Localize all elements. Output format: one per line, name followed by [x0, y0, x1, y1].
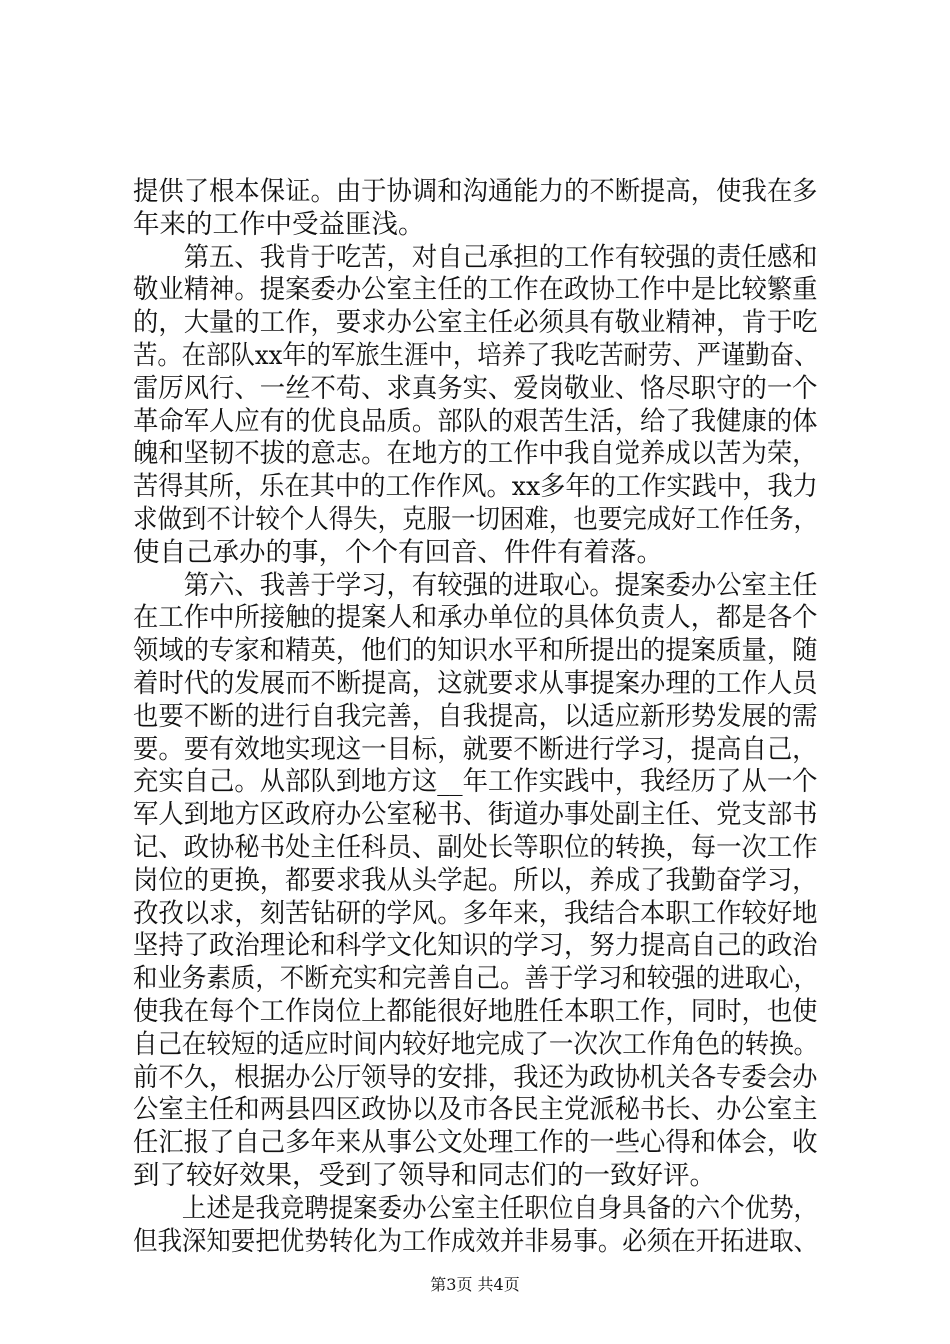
text-line: 但我深知要把优势转化为工作成效并非易事。必须在开拓进取、	[133, 1225, 818, 1257]
text-line: 坚持了政治理论和科学文化知识的学习，努力提高自己的政治	[133, 930, 818, 962]
text-line: 公室主任和两县四区政协以及市各民主党派秘书长、办公室主	[133, 1094, 818, 1126]
text-line: 任汇报了自己多年来从事公文处理工作的一些心得和体会，收	[133, 1127, 818, 1159]
text-line: 敬业精神。提案委办公室主任的工作在政协工作中是比较繁重	[133, 274, 818, 306]
text-line: 提供了根本保证。由于协调和沟通能力的不断提高，使我在多	[133, 176, 818, 207]
text-line: 到了较好效果，受到了领导和同志们的一致好评。	[133, 1160, 716, 1191]
text-line: 充实自己。从部队到地方这__年工作实践中，我经历了从一个	[133, 766, 818, 798]
text-line: 上述是我竞聘提案委办公室主任职位自身具备的六个优势，	[133, 1192, 818, 1224]
text-line: 雷厉风行、一丝不苟、求真务实、爱岗敬业、恪尽职守的一个	[133, 372, 818, 404]
text-line: 的，大量的工作，要求办公室主任必须具有敬业精神，肯于吃	[133, 307, 818, 339]
text-line: 前不久，根据办公厅领导的安排，我还为政协机关各专委会办	[133, 1061, 818, 1093]
page-number-footer: 第3页 共4页	[430, 1275, 520, 1294]
text-line: 魄和坚韧不拔的意志。在地方的工作中我自觉养成以苦为荣，	[133, 438, 818, 470]
text-line: 领域的专家和精英，他们的知识水平和所提出的提案质量，随	[133, 635, 818, 667]
text-line: 在工作中所接触的提案人和承办单位的具体负责人，都是各个	[133, 602, 818, 634]
text-line: 孜孜以求，刻苦钻研的学风。多年来，我结合本职工作较好地	[133, 897, 818, 929]
text-line: 和业务素质，不断充实和完善自己。善于学习和较强的进取心，	[133, 963, 818, 995]
text-line: 第六、我善于学习，有较强的进取心。提案委办公室主任	[133, 569, 818, 601]
text-line: 年来的工作中受益匪浅。	[133, 208, 425, 240]
text-line: 使自己承办的事，个个有回音、件件有着落。	[133, 536, 663, 568]
text-line: 自己在较短的适应时间内较好地完成了一次次工作角色的转换。	[133, 1028, 818, 1060]
text-line: 苦。在部队xx年的军旅生涯中，培养了我吃苦耐劳、严谨勤奋、	[133, 340, 819, 371]
text-line: 着时代的发展而不断提高，这就要求从事提案办理的工作人员	[133, 668, 818, 699]
text-line: 革命军人应有的优良品质。部队的艰苦生活，给了我健康的体	[133, 405, 818, 437]
text-line: 也要不断的进行自我完善，自我提高，以适应新形势发展的需	[133, 700, 818, 732]
text-line: 使我在每个工作岗位上都能很好地胜任本职工作，同时，也使	[133, 996, 818, 1027]
text-line: 要。要有效地实现这一目标，就要不断进行学习，提高自己，	[133, 733, 818, 765]
text-line: 苦得其所，乐在其中的工作作风。xx多年的工作实践中，我力	[133, 471, 818, 503]
text-line: 求做到不计较个人得失，克服一切困难，也要完成好工作任务，	[133, 504, 818, 535]
text-line: 第五、我肯于吃苦，对自己承担的工作有较强的责任感和	[133, 241, 818, 273]
text-line: 军人到地方区政府办公室秘书、街道办事处副主任、党支部书	[133, 799, 818, 831]
text-line: 岗位的更换，都要求我从头学起。所以，养成了我勤奋学习，	[133, 864, 818, 896]
text-line: 记、政协秘书处主任科员、副处长等职位的转换，每一次工作	[133, 832, 818, 863]
